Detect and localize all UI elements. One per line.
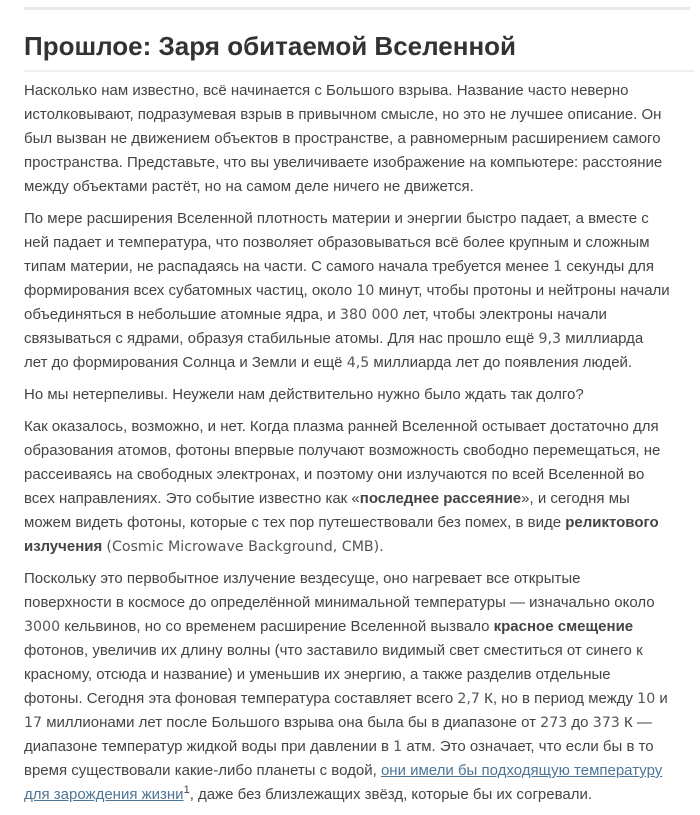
latin-text: 10 (356, 283, 375, 299)
paragraph (24, 79, 670, 199)
paragraph (24, 415, 670, 559)
article-body (24, 79, 670, 807)
article-container (0, 31, 700, 61)
latin-text: 3000 (24, 619, 61, 635)
latin-text: 380 000 (339, 307, 399, 323)
bold-text: последнее рассеяние (359, 490, 522, 507)
text-segment: , даже без близлежащих звёзд, которые бы их согревали. (189, 786, 593, 803)
text-segment: Как оказалось, возможно, и нет. Когда плазма ранней Вселенной остывает достаточно для образования атомов, фотоны впервые получают возможность свободно перемещаться, не рассеиваясь на свободных электронах, и поэтому они излучаются по всей Вселенной во всех направлениях. Это событие известно как « (24, 418, 661, 507)
page-title: Прошлое: Заря обитаемой Вселенной (24, 31, 517, 61)
latin-text: 1 (393, 739, 403, 755)
heading-divider (24, 70, 694, 72)
text-segment: секунды для формирования всех субатомных частиц, около (24, 258, 655, 299)
latin-text: 273 (540, 715, 568, 731)
latin-text: 2,7 (457, 691, 480, 707)
text-segment: до (567, 714, 593, 731)
text-segment: миллионами лет после Большого взрыва она была бы в диапазоне от (42, 714, 541, 731)
text-segment: миллиарда лет до формирования Солнца и Земли и ещё (24, 330, 644, 371)
top-divider (24, 7, 690, 10)
text-segment: К, но в период между (479, 690, 638, 707)
text-segment: », и сегодня мы можем видеть фотоны, которые с тех пор путешествовали без помех, в виде (24, 490, 630, 531)
latin-text: 17 (24, 715, 43, 731)
inline-link[interactable]: они имели бы подходящую температуру для зарождения жизни (24, 762, 663, 803)
text-segment: Но мы нетерпеливы. Неужели нам действительно нужно было ждать так долго? (24, 386, 584, 403)
latin-text: 9,3 (538, 331, 562, 347)
text-segment: По мере расширения Вселенной плотность материи и энергии быстро падает, а вместе с ней падает и температура, что позволяет образовываться всё более крупным и сложным типам материи, не распадаясь на части. С самого начала требуется менее (24, 210, 650, 275)
latin-text: (Cosmic Microwave Background, CMB). (106, 539, 384, 555)
text-segment: кельвинов, но со временем расширение Вселенной вызвало (60, 618, 494, 635)
paragraph (24, 567, 670, 807)
text-segment: миллиарда лет до появления людей. (369, 354, 633, 371)
text-segment: К — диапазоне температур жидкой воды при давлении в (24, 714, 652, 755)
text-segment: и (655, 690, 668, 707)
paragraph (24, 383, 670, 407)
paragraph (24, 207, 670, 375)
text-segment: атм. Это означает, что если бы в то время существовали какие-либо планеты с водой, (24, 738, 654, 779)
text-segment: Поскольку это первобытное излучение вездесуще, оно нагревает все открытые поверхности в космосе до определённой минимальной температуры — изначально около (24, 570, 655, 611)
latin-text: 373 (592, 715, 620, 731)
latin-text: 4,5 (346, 355, 370, 371)
text-segment: Насколько нам известно, всё начинается с Большого взрыва. Название часто неверно истолковывают, подразумевая взрыв в привычном смысле, но это не лучшее описание. Он был вызван не движением объектов в пространстве, а равномерным расширением самого пространства. Представьте, что вы увеличиваете изображение на компьютере: расстояние между объектами растёт, но на самом деле ничего не движется. (24, 82, 663, 195)
bold-text: красное смещение (493, 618, 634, 635)
latin-text: 10 (637, 691, 656, 707)
text-segment: минут, чтобы протоны и нейтроны начали объединяться в небольшие атомные ядра, и (24, 282, 670, 323)
bold-text: реликтового излучения (24, 514, 659, 555)
latin-text: 1 (553, 259, 563, 275)
footnote-marker: 1 (183, 784, 190, 796)
text-segment: лет, чтобы электроны начали связываться с ядрами, образуя стабильные атомы. Для нас прошло ещё (24, 306, 607, 347)
text-segment: фотонов, увеличив их длину волны (что заставило видимый свет сместиться от синего к красному, отсюда и название) и уменьшив их энергию, а также разделив отдельные фотоны. Сегодня эта фоновая температура составляет всего (24, 642, 643, 707)
